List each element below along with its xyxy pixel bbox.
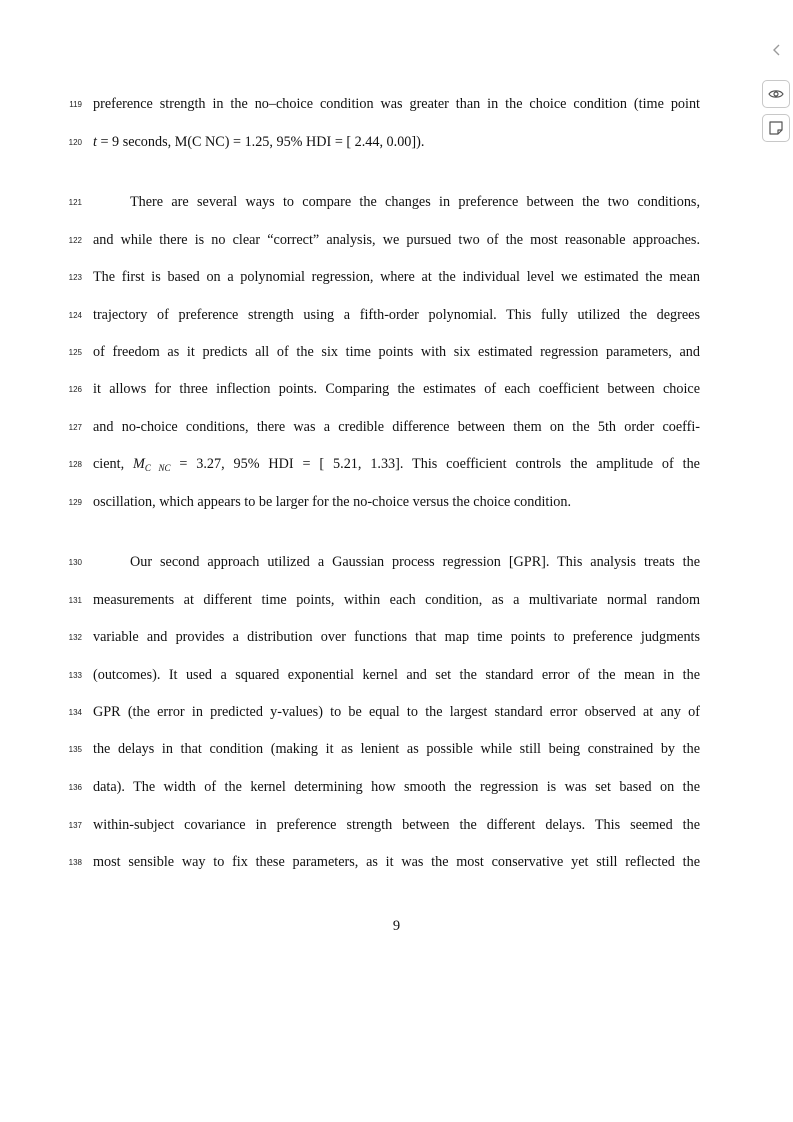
text-line — [0, 702, 793, 722]
line-number: 138 — [68, 858, 82, 867]
page-number: 9 — [392, 918, 401, 934]
line-text: and while there is no clear “correct” analysis, we pursued two of the most reasonable approaches. — [93, 232, 700, 248]
line-number: 127 — [68, 423, 82, 432]
line-text-rest: = 9 seconds, M(C NC) = 1.25, 95% HDI = [ 2.44, 0.00]). — [96, 134, 425, 150]
line-number: 122 — [68, 236, 82, 245]
line-text: within-subject covariance in preference strength between the different delays. This seemed the — [93, 817, 700, 833]
line-number: 128 — [68, 460, 82, 469]
line-number: 130 — [68, 558, 82, 567]
line-number: 124 — [68, 311, 82, 320]
line-number: 136 — [68, 783, 82, 792]
text-line — [0, 552, 793, 572]
line-text: GPR (the error in predicted y-values) to be equal to the largest standard error observed at any of — [93, 704, 700, 720]
line-number: 132 — [68, 633, 82, 642]
line-number: 131 — [68, 596, 82, 605]
text-line — [0, 192, 793, 212]
math-variable: M — [133, 456, 145, 472]
text-line — [0, 492, 793, 512]
text-line — [0, 305, 793, 325]
line-text: trajectory of preference strength using a fifth-order polynomial. This fully utilized the degrees — [93, 307, 700, 323]
line-text: oscillation, which appears to be larger for the no-choice versus the choice condition. — [93, 494, 572, 510]
math-variable: t — [93, 134, 97, 150]
text-line — [0, 379, 793, 399]
text-line — [0, 132, 793, 152]
chevron-left-icon[interactable] — [768, 40, 786, 60]
line-text: The first is based on a polynomial regression, where at the individual level we estimated the mean — [93, 269, 700, 285]
line-text: There are several ways to compare the changes in preference between the two conditions, — [130, 194, 700, 210]
text-line — [0, 417, 793, 437]
line-number: 123 — [68, 273, 82, 282]
text-line — [0, 665, 793, 685]
line-text: the delays in that condition (making it as lenient as possible while still being constrained by the — [93, 741, 700, 757]
text-line — [0, 777, 793, 797]
text-line — [0, 627, 793, 647]
line-text: data). The width of the kernel determining how smooth the regression is was set based on the — [93, 779, 700, 795]
text-line — [0, 454, 793, 474]
text-line — [0, 267, 793, 287]
line-text — [93, 132, 700, 152]
text-line — [0, 852, 793, 872]
line-number: 135 — [68, 745, 82, 754]
line-number: 133 — [68, 671, 82, 680]
text-line — [0, 739, 793, 759]
sticky-note-icon — [768, 120, 784, 136]
text-line — [0, 230, 793, 250]
line-number: 134 — [68, 708, 82, 717]
add-note-button[interactable] — [762, 114, 790, 142]
line-text: of freedom as it predicts all of the six time points with six estimated regression parameters, and — [93, 344, 700, 360]
line-number: 119 — [69, 100, 82, 109]
line-number: 129 — [68, 498, 82, 507]
line-text-end: = 3.27, 95% HDI = [ 5.21, 1.33]. This coefficient controls the amplitude of the — [170, 456, 700, 472]
eye-icon — [768, 86, 784, 102]
line-text — [93, 454, 700, 478]
line-text: (outcomes). It used a squared exponential kernel and set the standard error of the mean in the — [93, 667, 700, 683]
text-line — [0, 94, 793, 114]
text-line — [0, 815, 793, 835]
line-number: 120 — [68, 138, 82, 147]
line-text: variable and provides a distribution over functions that map time points to preference judgments — [93, 629, 700, 645]
line-number: 126 — [68, 385, 82, 394]
view-toggle-button[interactable] — [762, 80, 790, 108]
line-text: it allows for three inflection points. Comparing the estimates of each coefficient between choice — [93, 381, 700, 397]
line-text: most sensible way to fix these parameters, as it was the most conservative yet still reflected the — [93, 854, 700, 870]
line-text: and no-choice conditions, there was a credible difference between them on the 5th order coeffi- — [93, 419, 700, 435]
text-line — [0, 590, 793, 610]
line-text-start: cient, — [93, 456, 134, 472]
line-text: preference strength in the no–choice condition was greater than in the choice condition (time point — [93, 96, 700, 112]
line-text: Our second approach utilized a Gaussian process regression [GPR]. This analysis treats the — [130, 554, 700, 570]
line-number: 137 — [68, 821, 82, 830]
math-subscript: C NC — [144, 463, 171, 473]
line-number: 121 — [68, 198, 82, 207]
text-line — [0, 342, 793, 362]
line-number: 125 — [68, 348, 82, 357]
line-text: measurements at different time points, within each condition, as a multivariate normal random — [93, 592, 700, 608]
